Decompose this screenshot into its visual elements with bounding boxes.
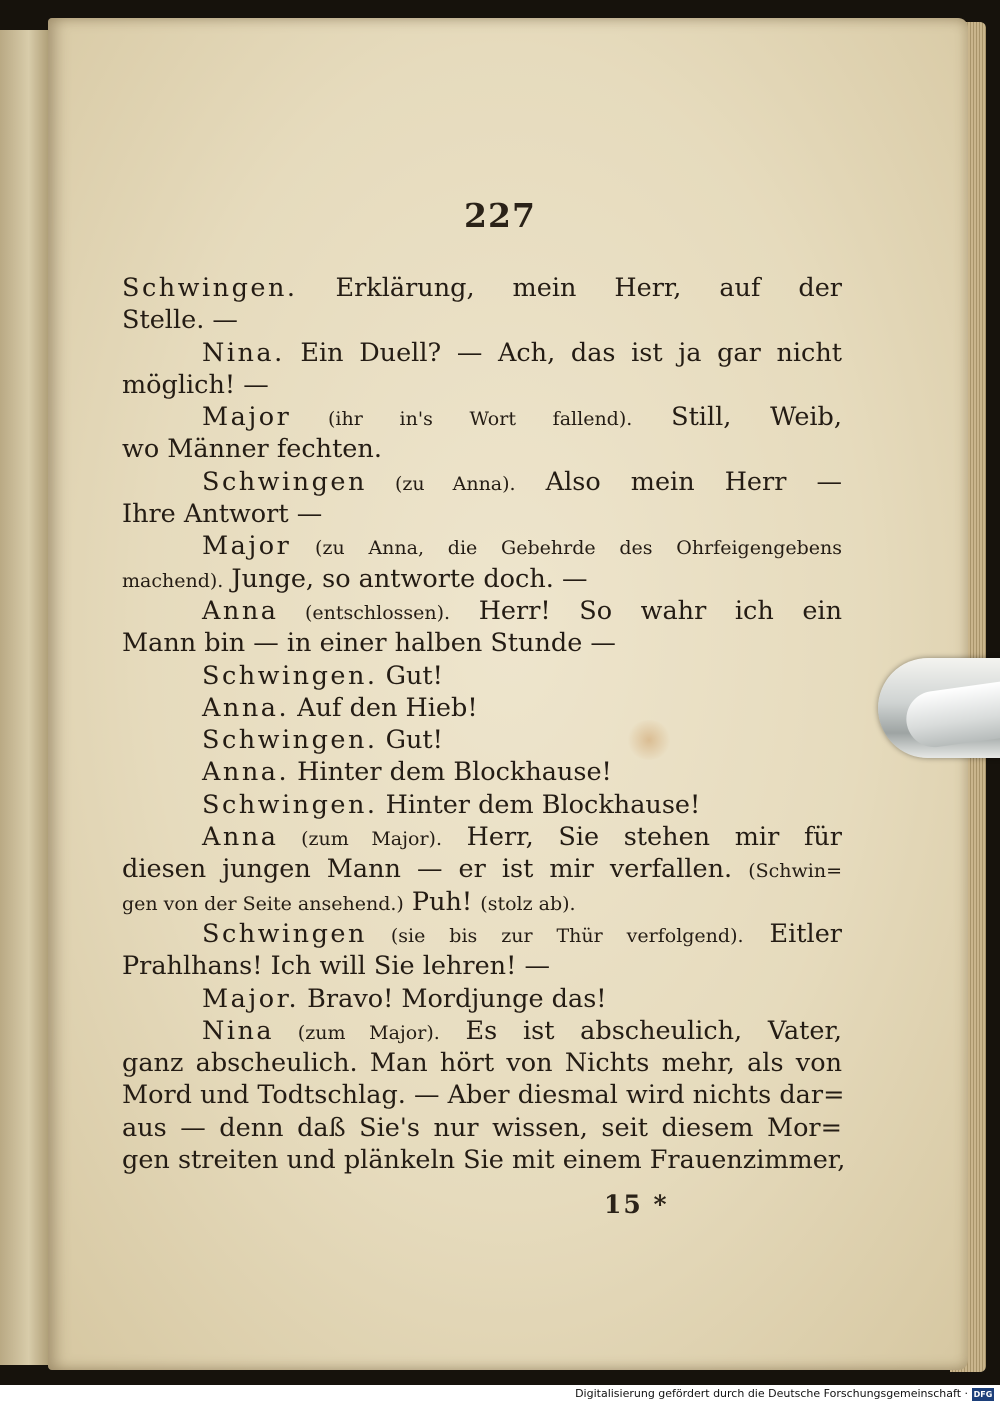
- dialogue-text: Bravo! Mordjunge das!: [299, 983, 607, 1014]
- dialogue-text: Es ist abscheulich, Vater,: [439, 1015, 842, 1046]
- dialogue-text: Gut!: [377, 660, 443, 691]
- dialogue-text: Prahlhans! Ich will Sie lehren! —: [122, 951, 550, 982]
- speaker-name: Anna: [202, 822, 279, 853]
- dialogue-text: Erklärung, mein Herr, auf der: [297, 273, 842, 303]
- dialogue-text: wo Männer fechten.: [122, 434, 382, 465]
- stage-direction: (stolz ab).: [480, 892, 576, 915]
- page-number: 227: [464, 196, 536, 235]
- text-line: [122, 821, 842, 853]
- dialogue-text: Also mein Herr —: [515, 466, 842, 497]
- text-line: [122, 1079, 845, 1111]
- dialogue-text: aus — denn daß Sie's nur wissen, seit diesem Mor=: [122, 1112, 842, 1143]
- speaker-name: Schwingen.: [202, 660, 378, 691]
- text-line: [122, 724, 842, 756]
- text-line: [122, 886, 842, 918]
- text-line: [122, 401, 842, 433]
- speaker-name: Major: [202, 402, 292, 433]
- speaker-name: Schwingen: [202, 918, 367, 949]
- text-line: [122, 918, 842, 950]
- dialogue-text: Eitler: [743, 918, 842, 949]
- text-line: [122, 660, 842, 692]
- speaker-name: Nina: [202, 1015, 275, 1046]
- text-line: [122, 498, 842, 530]
- text-line: [122, 530, 842, 562]
- text-line: [122, 304, 842, 336]
- dialogue-text: Gut!: [377, 725, 443, 756]
- speaker-name: Nina.: [202, 337, 285, 368]
- stage-direction: (sie bis zur Thür verfolgend).: [366, 924, 744, 947]
- dialogue-text: Mord und Todtschlag. — Aber diesmal wird nichts dar=: [122, 1080, 845, 1111]
- stage-direction: (ihr in's Wort fallend).: [291, 408, 633, 431]
- text-line: [122, 1112, 842, 1144]
- text-line: [122, 369, 842, 401]
- text-line: [122, 1047, 842, 1079]
- page-clip-highlight: [903, 677, 1000, 751]
- body-text: [122, 272, 846, 1176]
- dialogue-text: ganz abscheulich. Man hört von Nichts mehr, als von: [122, 1048, 842, 1079]
- dialogue-text: Ein Duell? — Ach, das ist ja gar nicht: [284, 337, 842, 368]
- text-line: [122, 692, 842, 724]
- stage-direction: (entschlossen).: [278, 601, 451, 624]
- speaker-name: Schwingen.: [202, 789, 378, 820]
- speaker-name: Anna: [202, 595, 279, 626]
- funding-credit: Digitalisierung gefördert durch die Deutsche Forschungsgemeinschaft ·: [575, 1387, 968, 1400]
- stage-direction: gen von der Seite ansehend.): [122, 892, 404, 915]
- stage-direction: (zum Major).: [274, 1021, 440, 1044]
- text-line: [122, 563, 842, 595]
- speaker-name: Schwingen.: [122, 273, 298, 303]
- text-line: [122, 337, 842, 369]
- speaker-name: Major: [202, 531, 292, 562]
- dialogue-text: Auf den Hieb!: [289, 692, 478, 723]
- speaker-name: Anna.: [202, 757, 290, 788]
- stage-direction: (zum Major).: [278, 828, 442, 851]
- text-line: [122, 1015, 842, 1047]
- stage-direction: (Schwin=: [748, 860, 842, 883]
- text-line: [122, 1144, 846, 1176]
- dialogue-text: Herr, Sie stehen mir für: [442, 822, 842, 853]
- dialogue-text: Still, Weib,: [632, 402, 842, 433]
- dialogue-text: Stelle. —: [122, 305, 238, 336]
- text-line: [122, 595, 842, 627]
- text-line: [122, 853, 842, 885]
- dfg-logo: DFG: [973, 1390, 993, 1399]
- text-line: [122, 433, 842, 465]
- text-line: [122, 627, 842, 659]
- dialogue-text: Hinter dem Blockhause!: [377, 789, 701, 820]
- dialogue-text: Mann bin — in einer halben Stunde —: [122, 628, 616, 659]
- stage-direction: machend).: [122, 569, 224, 592]
- speaker-name: Schwingen: [202, 466, 367, 497]
- speaker-name: Anna.: [202, 692, 290, 723]
- page-clip: [868, 650, 1000, 766]
- dialogue-text: Junge, so antworte doch. —: [223, 563, 588, 594]
- dialogue-text: gen streiten und plänkeln Sie mit einem Frauenzimmer,: [122, 1145, 846, 1176]
- text-line: [122, 983, 842, 1015]
- dialogue-text: diesen jungen Mann — er ist mir verfallen.: [122, 854, 749, 885]
- speaker-name: Schwingen.: [202, 725, 378, 756]
- speaker-name: Major.: [202, 983, 300, 1014]
- dialogue-text: Puh!: [403, 886, 481, 917]
- dialogue-text: Ihre Antwort —: [122, 499, 323, 530]
- signature-mark: 15 *: [604, 1190, 669, 1219]
- dialogue-text: möglich! —: [122, 369, 269, 400]
- text-line: [122, 950, 842, 982]
- stage-direction: (zu Anna, die Gebehrde des Ohrfeigengebens: [291, 537, 842, 560]
- text-line: [122, 756, 842, 788]
- page-clip-body: [878, 658, 1000, 758]
- stage-direction: (zu Anna).: [366, 472, 516, 495]
- text-line: [122, 789, 842, 821]
- text-line: [122, 272, 842, 304]
- dialogue-text: Hinter dem Blockhause!: [289, 757, 612, 788]
- text-line: [122, 466, 842, 498]
- dialogue-text: Herr! So wahr ich ein: [450, 595, 842, 626]
